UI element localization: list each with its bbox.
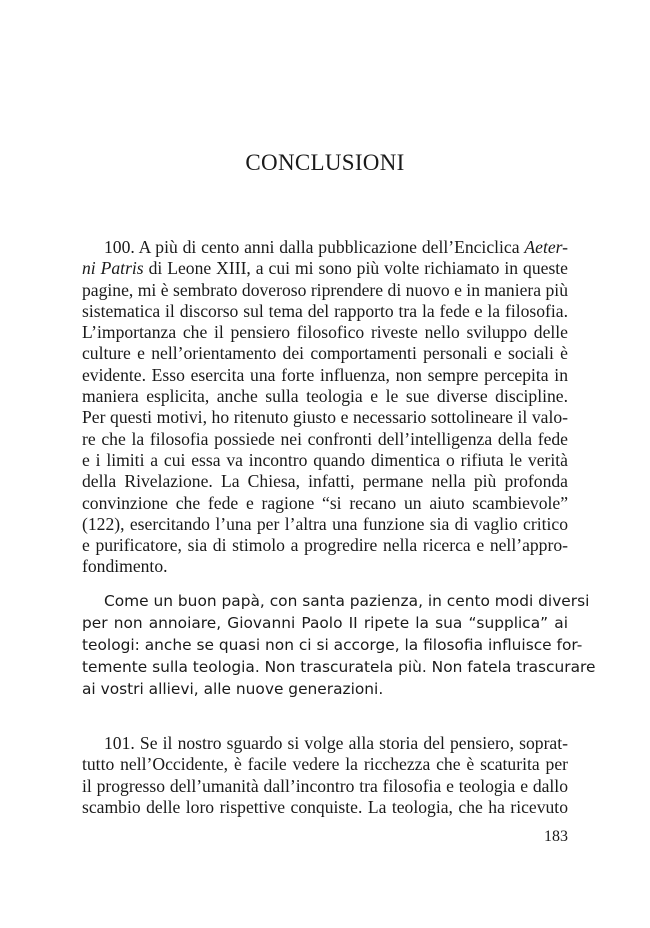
text-line: evidente. Esso esercita una forte influenza, non sempre percepita in bbox=[82, 364, 568, 385]
text-line: convinzione che fede e ragione “si recano un aiuto scambievole” bbox=[82, 492, 568, 513]
text-line: teologi: anche se quasi non ci si accorge, la filosofia influisce for- bbox=[82, 636, 583, 654]
text-line: sistematica il discorso sul tema del rapporto tra la fede e la filosofia. bbox=[82, 300, 568, 321]
text-line: ai vostri allievi, alle nuove generazioni. bbox=[82, 680, 384, 698]
text-line: Per questi motivi, ho ritenuto giusto e necessario sottolineare il valo- bbox=[82, 407, 568, 428]
page-number: 183 bbox=[544, 828, 568, 845]
text-line: 101. Se il nostro sguardo si volge alla storia del pensiero, soprat- bbox=[104, 733, 568, 753]
text-line: (122), esercitando l’una per l’altra una funzione sia di vaglio critico bbox=[82, 513, 568, 534]
paragraph-101 bbox=[82, 733, 568, 818]
text-line: re che la filosofia possiede nei confronti dell’intelligenza della fede bbox=[82, 428, 568, 449]
text-line: 100. A più di cento anni dalla pubblicazione dell’Enciclica Aeter- bbox=[104, 237, 568, 257]
text-line: il progresso dell’umanità dall’incontro tra filosofia e teologia e dallo bbox=[82, 775, 568, 796]
text-line: per non annoiare, Giovanni Paolo II ripete la sua “supplica” ai bbox=[82, 614, 568, 632]
text-line: Come un buon papà, con santa pazienza, in cento modi diversi bbox=[104, 592, 590, 610]
text-line: maniera esplicita, anche sulla teologia e le sue diverse discipline. bbox=[82, 386, 568, 407]
text-line: e i limiti a cui essa va incontro quando dimentica o rifiuta le verità bbox=[82, 449, 568, 470]
chapter-title: CONCLUSIONI bbox=[245, 150, 405, 175]
text-line: culture e nell’orientamento dei comportamenti personali e sociali è bbox=[82, 343, 568, 364]
text-line: L’importanza che il pensiero filosofico riveste nello sviluppo delle bbox=[82, 322, 568, 343]
text-line: pagine, mi è sembrato doveroso riprendere di nuovo e in maniera più bbox=[82, 279, 568, 300]
commentary-paragraph bbox=[82, 590, 596, 700]
text-line: tutto nell’Occidente, è facile vedere la ricchezza che è scaturita per bbox=[82, 754, 568, 775]
text-line: scambio delle loro rispettive conquiste. La teologia, che ha ricevuto bbox=[82, 796, 568, 817]
text-line: temente sulla teologia. Non trascuratela più. Non fatela trascurare bbox=[82, 658, 596, 676]
text-line: della Rivelazione. La Chiesa, infatti, permane nella più profonda bbox=[82, 471, 568, 492]
paragraph-100 bbox=[82, 237, 568, 578]
text-line: ni Patris di Leone XIII, a cui mi sono più volte richiamato in queste bbox=[82, 258, 568, 279]
text-line: fondimento. bbox=[82, 556, 168, 577]
text-line: e purificatore, sia di stimolo a progredire nella ricerca e nell’appro- bbox=[82, 535, 568, 556]
